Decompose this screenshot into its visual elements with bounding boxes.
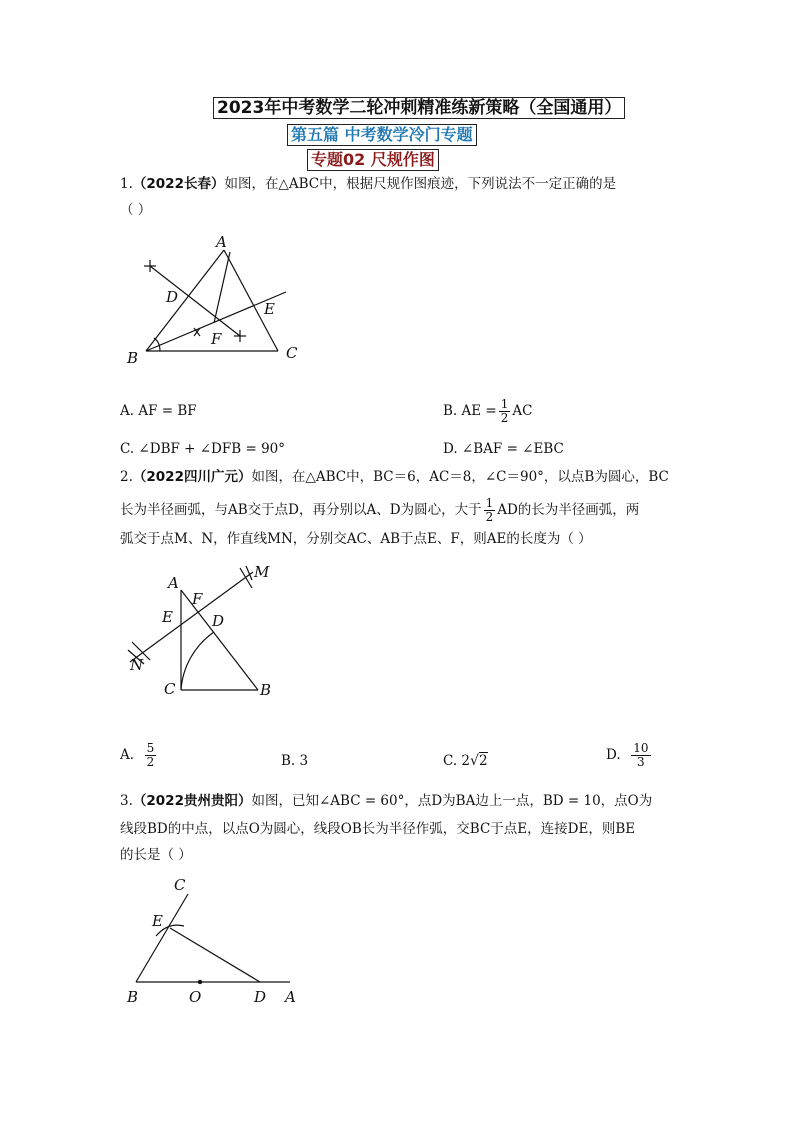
q2-number: 2. xyxy=(120,469,133,485)
q3-point-o xyxy=(198,980,202,984)
q3-label-o: O xyxy=(189,988,202,1006)
part-title: 第五篇 中考数学冷门专题 xyxy=(287,124,477,146)
q2-line2-text: 长为半径画弧，与AB交于点D，再分别以A、D为圆心，大于 xyxy=(120,502,482,518)
q3-stem-line3: 的长是（ ） xyxy=(120,847,192,863)
q1-option-b-tail: AC xyxy=(512,403,533,419)
q2-label-n: N xyxy=(130,656,144,674)
q1-option-a[interactable]: A. AF = BF xyxy=(120,403,197,419)
q1-label-b: B xyxy=(127,349,139,367)
q2-figure xyxy=(120,560,290,705)
q1-segment-af xyxy=(214,252,230,323)
q2-label-a: A xyxy=(168,574,179,592)
q3-figure xyxy=(120,874,320,1009)
q1-number: 1. xyxy=(120,176,133,192)
q3-label-e: E xyxy=(152,912,163,930)
q3-source: （2022贵州贵阳） xyxy=(132,793,252,809)
q3-ray-bc xyxy=(136,894,188,982)
q3-label-b: B xyxy=(127,988,139,1006)
q3-number: 3. xyxy=(120,793,133,809)
q2-line2-tail: AD的长为半径画弧，两 xyxy=(497,502,640,518)
q2-option-c[interactable]: C. 2√2 xyxy=(443,753,488,769)
q1-label-a: A xyxy=(216,233,227,251)
q2-line1-text: 如图，在△ABC中，BC＝6，AC＝8，∠C＝90°，以点B为圆心，BC xyxy=(251,469,669,485)
q3-stem-line2: 线段BD的中点，以点O为圆心，线段OB长为半径作弧，交BC于点E，连接DE，则BE xyxy=(120,821,636,837)
q3-line1-text: 如图，已知∠ABC = 60°，点D为BA边上一点，BD = 10，点O为 xyxy=(251,793,653,809)
q1-option-c[interactable]: C. ∠DBF + ∠DFB = 90° xyxy=(120,441,285,457)
q2-source: （2022四川广元） xyxy=(132,469,252,485)
q2-label-f: F xyxy=(192,590,203,608)
q2-line-mn xyxy=(130,572,253,662)
q1-label-e: E xyxy=(264,300,275,318)
q2-option-d-letter: D. xyxy=(606,747,621,763)
q2-option-d-fraction: $\frac{10}{3}$ xyxy=(633,741,649,769)
q2-line2-fraction: $\frac{1}{2}$ xyxy=(485,496,494,524)
q2-label-d: D xyxy=(212,612,225,630)
q2-label-c: C xyxy=(164,680,176,698)
q1-label-c: C xyxy=(286,344,298,362)
q2-option-c-radicand: 2 xyxy=(478,753,488,769)
q2-option-b[interactable]: B. 3 xyxy=(281,753,309,769)
q2-option-d[interactable] xyxy=(606,742,653,769)
q2-stem-line2 xyxy=(120,497,639,524)
q1-option-d[interactable]: D. ∠BAF = ∠EBC xyxy=(443,441,564,457)
q1-label-d: D xyxy=(166,288,179,306)
q3-label-a: A xyxy=(285,988,296,1006)
q3-label-d: D xyxy=(254,988,267,1006)
q3-segment-de xyxy=(170,928,260,982)
q1-label-f: F xyxy=(211,330,222,348)
q1-option-b-fraction: $\frac{1}{2}$ xyxy=(500,397,509,425)
q1-source: （2022长春） xyxy=(132,176,225,192)
q1-option-b-text: B. AE = xyxy=(443,403,497,419)
q1-stem-text: 如图，在△ABC中，根据尺规作图痕迹，下列说法不一定正确的是 xyxy=(224,176,617,192)
q1-option-b[interactable] xyxy=(443,398,532,425)
topic-title: 专题02 尺规作图 xyxy=(307,149,439,171)
q1-stem xyxy=(120,174,616,194)
q3-stem-line1 xyxy=(120,791,652,811)
q2-label-m: M xyxy=(254,563,270,581)
q2-option-a[interactable] xyxy=(120,742,158,769)
q2-label-e: E xyxy=(162,608,173,626)
q2-stem-line3: 弧交于点M、N，作直线MN，分别交AC、AB于点E、F，则AE的长度为（ ） xyxy=(120,531,592,547)
q2-stem-line1 xyxy=(120,467,669,487)
q2-option-a-fraction: $\frac{5}{2}$ xyxy=(146,741,155,769)
q3-label-c: C xyxy=(174,876,186,894)
q2-option-c-text: C. 2 xyxy=(443,753,471,769)
q1-answer-paren: （ ） xyxy=(120,202,152,218)
q2-label-b: B xyxy=(260,681,272,699)
document-title: 2023年中考数学二轮冲刺精准练新策略（全国通用） xyxy=(213,97,625,119)
q2-arc-bc xyxy=(181,632,214,690)
q2-option-a-letter: A. xyxy=(120,747,135,763)
q1-perpendicular-bisector xyxy=(150,266,240,336)
q1-figure xyxy=(120,228,320,370)
